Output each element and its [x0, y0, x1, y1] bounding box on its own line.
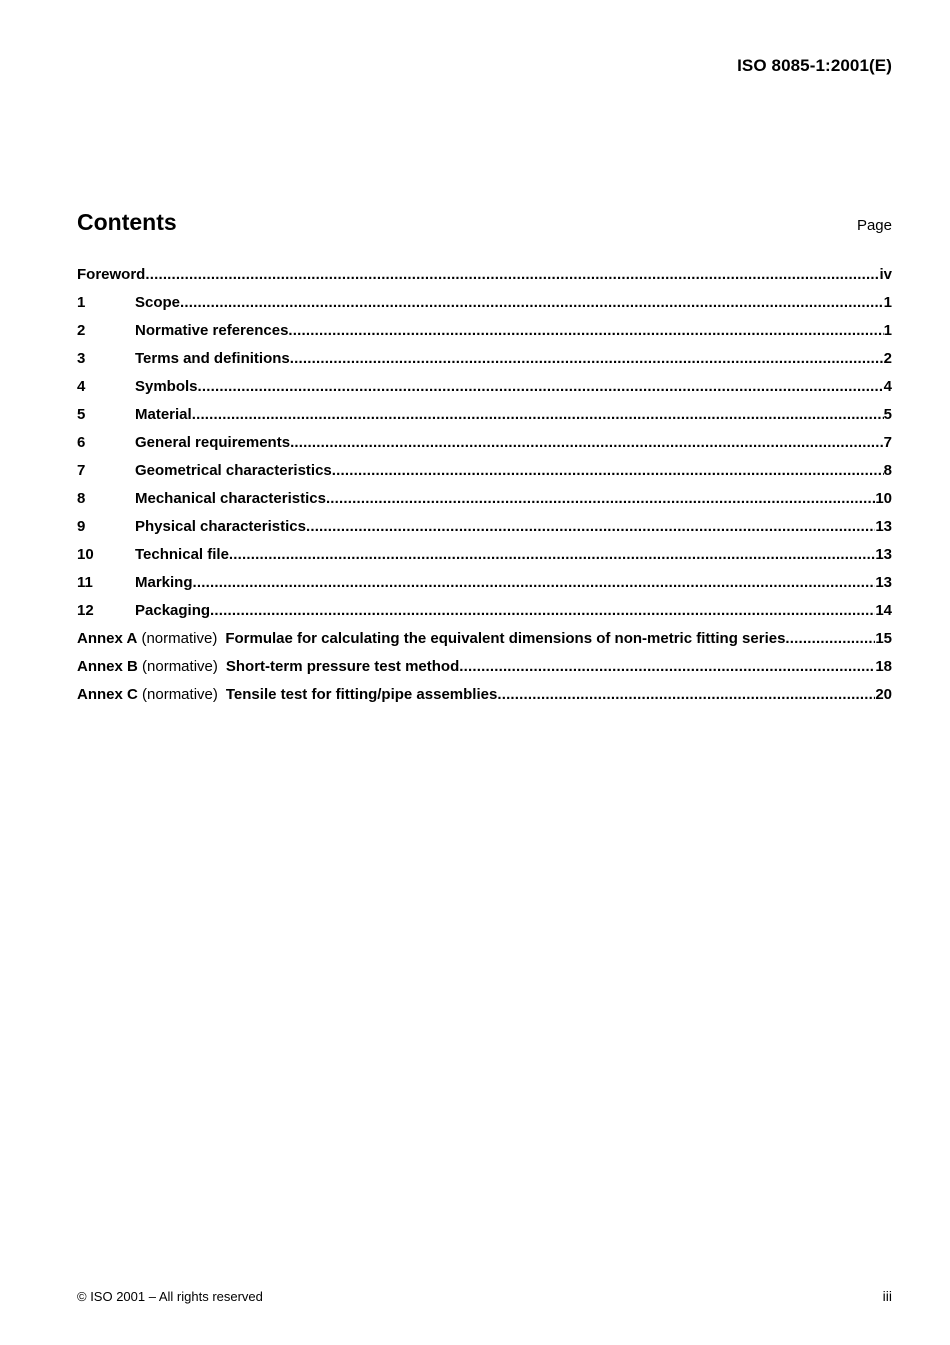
- toc-entry-clause-3[interactable]: [77, 350, 892, 378]
- page-number: iii: [882, 1288, 892, 1304]
- toc-leader-dots: [785, 630, 875, 647]
- toc-entry-title: Marking: [135, 574, 193, 591]
- annex-type: (normative): [142, 686, 218, 703]
- toc-entry-page: 5: [883, 406, 892, 423]
- toc-entry-page: 1: [883, 294, 892, 311]
- toc-entry-title: Material: [135, 406, 192, 423]
- toc-entry-page: 14: [875, 602, 892, 619]
- toc-leader-dots: [180, 294, 884, 311]
- toc-leader-dots: [306, 518, 875, 535]
- toc-leader-dots: [290, 350, 884, 367]
- toc-entry-annex-c[interactable]: [77, 686, 892, 714]
- toc-entry-page: 13: [875, 546, 892, 563]
- annex-type: (normative): [142, 658, 218, 675]
- toc-entry-foreword[interactable]: [77, 266, 892, 294]
- toc-leader-dots: [290, 434, 884, 451]
- toc-entry-clause-8[interactable]: [77, 490, 892, 518]
- toc-entry-title: Geometrical characteristics: [135, 462, 332, 479]
- toc-leader-dots: [459, 658, 875, 675]
- toc-entry-title: Terms and definitions: [135, 350, 290, 367]
- toc-leader-dots: [326, 490, 875, 507]
- toc-entry-number: 10: [77, 546, 94, 563]
- toc-entry-clause-2[interactable]: [77, 322, 892, 350]
- toc-entry-number: 8: [77, 490, 86, 507]
- toc-entry-page: 13: [875, 518, 892, 535]
- toc-entry-clause-4[interactable]: [77, 378, 892, 406]
- toc-leader-dots: [497, 686, 875, 703]
- toc-entry-number: 11: [77, 574, 93, 591]
- toc-leader-dots: [192, 406, 884, 423]
- toc-entry-page: 18: [875, 658, 892, 675]
- annex-designation: [77, 630, 217, 647]
- annex-label: Annex C: [77, 686, 138, 703]
- toc-entry-page: 4: [883, 378, 892, 395]
- toc-entry-number: 5: [77, 406, 86, 423]
- toc-entry-clause-11[interactable]: [77, 574, 892, 602]
- contents-heading: [77, 209, 892, 239]
- toc-entry-number: 1: [77, 294, 86, 311]
- toc-entry-page: 7: [883, 434, 892, 451]
- toc-entry-page: 20: [875, 686, 892, 703]
- annex-designation: [77, 658, 218, 675]
- annex-designation: [77, 686, 218, 703]
- toc-entry-number: 6: [77, 434, 86, 451]
- toc-entry-number: 4: [77, 378, 86, 395]
- annex-label: Annex A: [77, 630, 138, 647]
- toc-entry-title: General requirements: [135, 434, 291, 451]
- toc-entry-title: Tensile test for fitting/pipe assemblies: [225, 686, 498, 703]
- toc-entry-clause-6[interactable]: [77, 434, 892, 462]
- toc-leader-dots: [210, 602, 875, 619]
- toc-leader-dots: [332, 462, 884, 479]
- toc-leader-dots: [145, 266, 879, 283]
- toc-leader-dots: [198, 378, 884, 395]
- toc-entry-number: 12: [77, 602, 94, 619]
- toc-entry-title: Short-term pressure test method: [225, 658, 460, 675]
- toc-entry-page: 15: [875, 630, 892, 647]
- annex-label: Annex B: [77, 658, 138, 675]
- toc-entry-clause-1[interactable]: [77, 294, 892, 322]
- toc-entry-clause-9[interactable]: [77, 518, 892, 546]
- toc-entry-page: 10: [875, 490, 892, 507]
- toc-entry-title: Physical characteristics: [135, 518, 306, 535]
- document-id: ISO 8085-1:2001(E): [737, 56, 892, 75]
- annex-type: (normative): [141, 630, 218, 647]
- toc-entry-title: Formulae for calculating the equivalent dimensions of non-metric fitting series: [225, 630, 786, 647]
- toc-entry-clause-5[interactable]: [77, 406, 892, 434]
- toc-entry-title: Symbols: [135, 378, 198, 395]
- page-footer: [77, 1289, 892, 1309]
- toc-entry-title: Foreword: [77, 266, 146, 283]
- contents-title: Contents: [77, 209, 177, 235]
- toc-entry-annex-b[interactable]: [77, 658, 892, 686]
- toc-entry-clause-10[interactable]: [77, 546, 892, 574]
- toc-entry-annex-a[interactable]: [77, 630, 892, 658]
- toc-entry-title: Scope: [135, 294, 181, 311]
- toc-entry-page: 8: [883, 462, 892, 479]
- toc-entry-number: 9: [77, 518, 86, 535]
- toc-entry-number: 3: [77, 350, 86, 367]
- toc-entry-page: 13: [875, 574, 892, 591]
- toc-entry-title: Technical file: [135, 546, 229, 563]
- toc-leader-dots: [288, 322, 883, 339]
- toc-entry-clause-12[interactable]: [77, 602, 892, 630]
- toc-entry-page: iv: [879, 266, 892, 283]
- toc-entry-page: 1: [883, 322, 892, 339]
- toc-entry-clause-7[interactable]: [77, 462, 892, 490]
- toc-entry-number: 7: [77, 462, 86, 479]
- toc-entry-page: 2: [883, 350, 892, 367]
- copyright-notice: © ISO 2001 – All rights reserved: [77, 1289, 263, 1304]
- toc-entry-title: Normative references: [135, 322, 289, 339]
- toc-leader-dots: [229, 546, 875, 563]
- toc-entry-title: Mechanical characteristics: [135, 490, 326, 507]
- toc-leader-dots: [193, 574, 876, 591]
- table-of-contents: [77, 266, 892, 714]
- toc-entry-number: 2: [77, 322, 86, 339]
- page-column-label: Page: [856, 217, 892, 234]
- toc-entry-title: Packaging: [135, 602, 211, 619]
